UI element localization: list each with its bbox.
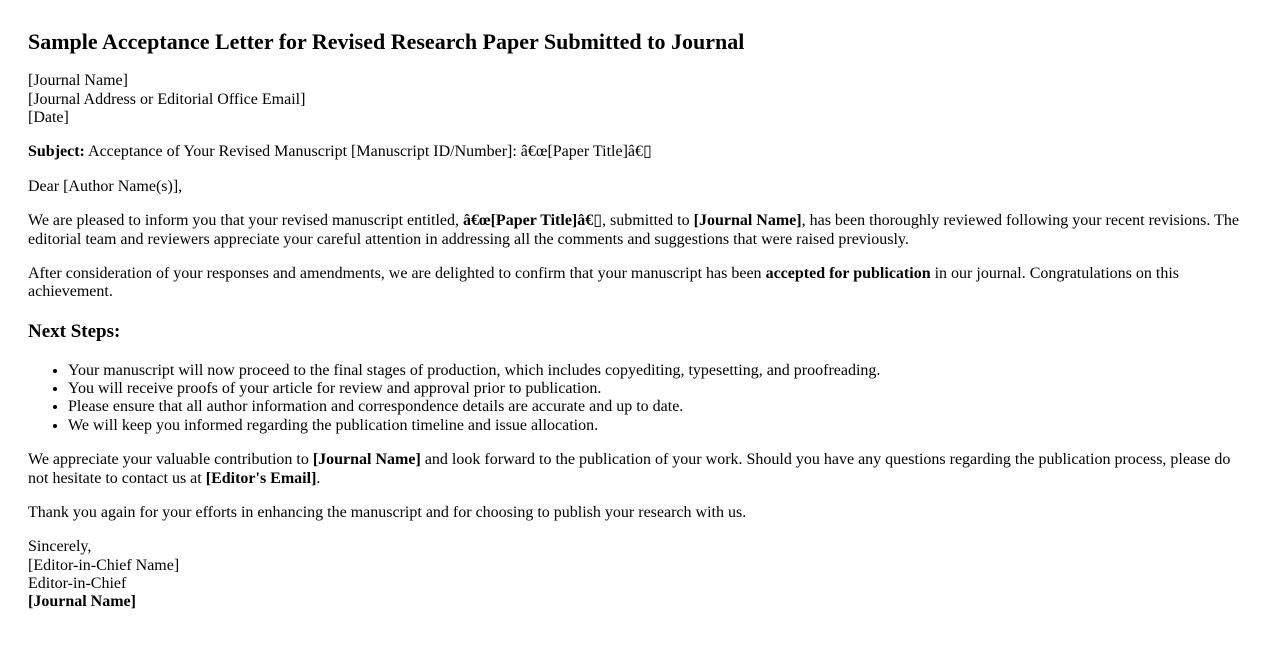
subject-line — [28, 143, 1250, 161]
editor-name-placeholder: [Editor-in-Chief Name] — [28, 556, 180, 574]
paragraph-review-text: , has been thoroughly reviewed following your recent revisions. The editorial team and reviewers appreciate your careful attention in addressing all the comments and suggestions that were raised previously. — [28, 212, 1239, 248]
paragraph-appreciation — [28, 451, 1250, 488]
accepted-for-publication-emphasis: accepted for publication — [765, 264, 931, 282]
subject-text: Acceptance of Your Revised Manuscript [Manuscript ID/Number]: â€œ[Paper Title]â€▯ — [84, 143, 652, 161]
page-title: Sample Acceptance Letter for Revised Research Paper Submitted to Journal — [28, 29, 745, 54]
list-item: • Please ensure that all author information and correspondence details are accurate and up to date. — [68, 398, 1250, 416]
signature-closing: Sincerely, — [28, 538, 92, 556]
signature-block — [28, 538, 1250, 612]
paragraph-review-text: , submitted to — [602, 212, 694, 230]
paragraph-appreciation-text: and look forward to the publication of your work. Should you have any questions regarding the publication process, please do not hesitate to contact us at — [28, 451, 1231, 487]
salutation: Dear [Author Name(s)], — [28, 177, 183, 195]
journal-header-block — [28, 72, 1250, 127]
list-item: • We will keep you informed regarding the publication timeline and issue allocation. — [68, 417, 1250, 435]
paragraph-acceptance — [28, 265, 1250, 302]
subject-label: Subject: — [28, 143, 85, 161]
editor-title: Editor-in-Chief — [28, 575, 127, 593]
paragraph-acceptance-text: After consideration of your responses and amendments, we are delighted to confirm that your manuscript has been — [28, 264, 766, 282]
paragraph-appreciation-text: We appreciate your valuable contribution to — [28, 451, 313, 469]
next-steps-list — [28, 362, 1250, 436]
editor-email-placeholder: [Editor's Email] — [205, 469, 317, 487]
journal-name-placeholder: [Journal Name] — [28, 72, 128, 90]
paper-title-placeholder: â€œ[Paper Title]â€▯ — [463, 212, 603, 230]
journal-name-placeholder: [Journal Name] — [312, 451, 421, 469]
journal-name-placeholder: [Journal Name] — [693, 212, 802, 230]
list-item: • You will receive proofs of your article for review and approval prior to publication. — [68, 380, 1250, 398]
list-item: • Your manuscript will now proceed to the final stages of production, which includes copyediting, typesetting, and proofreading. — [68, 362, 1250, 380]
date-placeholder: [Date] — [28, 108, 69, 126]
paragraph-review-text: We are pleased to inform you that your revised manuscript entitled, — [28, 212, 464, 230]
paragraph-thanks: Thank you again for your efforts in enhancing the manuscript and for choosing to publish your research with us. — [28, 503, 747, 521]
paragraph-review — [28, 212, 1250, 249]
paragraph-acceptance-text: in our journal. Congratulations on this achievement. — [28, 264, 1180, 301]
next-steps-heading: Next Steps: — [28, 320, 121, 342]
paragraph-appreciation-text: . — [316, 469, 321, 487]
journal-name-placeholder: [Journal Name] — [28, 593, 136, 611]
journal-address-placeholder: [Journal Address or Editorial Office Email] — [28, 90, 306, 108]
